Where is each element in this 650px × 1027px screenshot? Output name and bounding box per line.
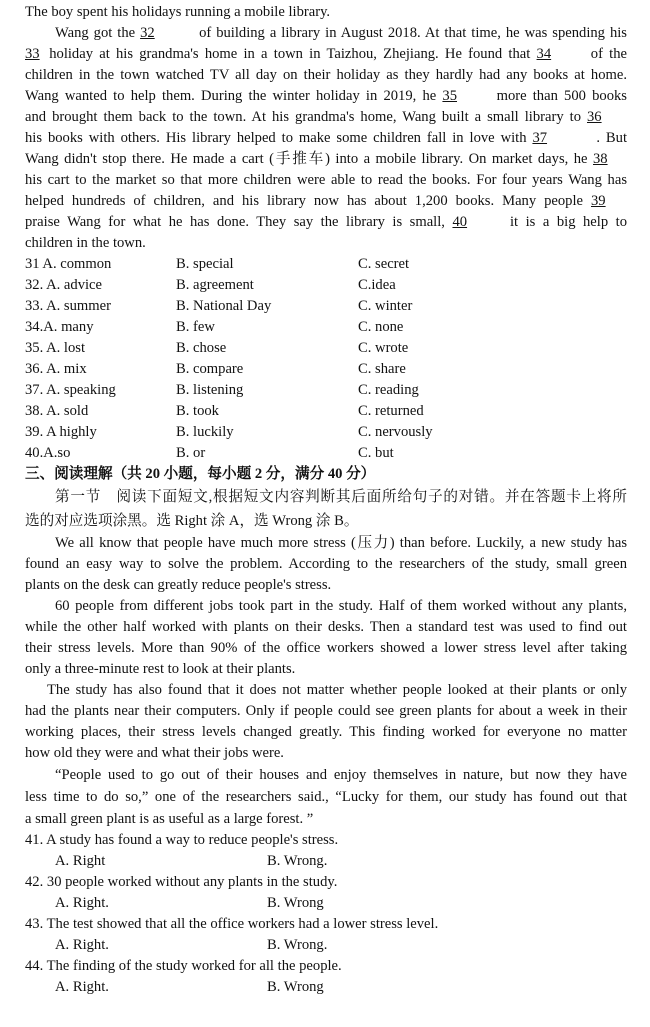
question-list xyxy=(25,830,627,998)
option-row: 38. A. sold B. took C. returned xyxy=(25,403,424,419)
cloze-line: his books with others. His library helped to make some children fall in love with 37 . But xyxy=(25,128,627,149)
blank-34: 34 xyxy=(536,46,552,62)
options-list xyxy=(25,254,627,464)
passage-line: “People used to go out of their houses and enjoy themselves in nature, but now they have xyxy=(55,767,627,783)
question-choices xyxy=(25,935,627,956)
cloze-line: and brought them back to the town. At his grandma's home, Wang built a small library to 36 xyxy=(25,107,627,128)
section-instruction: 第一节 阅读下面短文,根据短文内容判断其后面所给句子的对错。并在答题卡上将所 xyxy=(55,489,627,505)
choice-b: B. Wrong. xyxy=(267,853,328,869)
passage-line: 60 people from different jobs took part in the study. Half of them worked without any plants, xyxy=(55,598,627,614)
passage-line: their stress levels. More than 90% of the office workers showed a lower stress level after taking xyxy=(25,640,627,656)
passage-line: found an easy way to solve the problem. According to the researchers of the study, small green xyxy=(25,556,627,572)
cloze-line: his cart to the market so that more children were able to read the books. For four years Wang has xyxy=(25,172,627,188)
blank-40: 40 xyxy=(452,214,468,230)
question-choices xyxy=(25,851,627,872)
choice-b: B. Wrong xyxy=(267,895,324,911)
option-row: 32. A. advice B. agreement C.idea xyxy=(25,277,396,293)
choice-a: A. Right. xyxy=(55,937,109,953)
option-row: 33. A. summer B. National Day C. winter xyxy=(25,298,413,314)
option-row: 35. A. lost B. chose C. wrote xyxy=(25,340,409,356)
blank-38: 38 xyxy=(593,151,608,167)
blank-37: 37 xyxy=(532,130,548,146)
option-row: 39. A highly B. luckily C. nervously xyxy=(25,424,433,440)
option-row: 40.A.so B. or C. but xyxy=(25,445,394,461)
passage-line: a small green plant is as useful as a large forest. ” xyxy=(25,811,314,827)
passage-line: The study has also found that it does not matter whether people looked at their plants or only xyxy=(47,682,627,698)
choice-a: A. Right xyxy=(55,853,106,869)
question-text: 44. The finding of the study worked for all the people. xyxy=(25,958,342,974)
passage-line: less time to do so,” one of the researchers said., “Lucky for them, our study has found out that xyxy=(25,789,627,805)
section-heading: 三、阅读理解（共 20 小题，每小题 2 分，满分 40 分） xyxy=(25,466,376,482)
question-text: 43. The test showed that all the office workers had a lower stress level. xyxy=(25,916,439,932)
choice-a: A. Right. xyxy=(55,979,109,995)
cloze-line: 33 holiday at his grandma's home in a town in Taizhou, Zhejiang. He found that 34 of the xyxy=(25,44,627,65)
cloze-line: Wang got the 32 of building a library in August 2018. At that time, he was spending his xyxy=(25,23,627,44)
blank-33: 33 xyxy=(25,46,40,62)
question-text: 41. A study has found a way to reduce people's stress. xyxy=(25,832,339,848)
option-row: 34.A. many B. few C. none xyxy=(25,319,404,335)
passage-line: while the other half worked with plants on their desks. Then a standard test was used to find out xyxy=(25,619,627,635)
passage-line: working places, their stress levels changed greatly. This finding worked for everyone no matter xyxy=(25,724,627,740)
option-row: 37. A. speaking B. listening C. reading xyxy=(25,382,419,398)
question-choices xyxy=(25,977,627,998)
blank-36: 36 xyxy=(587,109,602,125)
passage-line: had the plants near their computers. Only if people could see green plants for about a week in their xyxy=(25,703,627,719)
choice-b: B. Wrong xyxy=(267,979,324,995)
blank-39: 39 xyxy=(591,193,606,209)
passage-line: We all know that people have much more stress (压力) than before. Luckily, a new study has xyxy=(55,535,627,551)
blank-35: 35 xyxy=(442,88,458,104)
passage-line: plants on the desk can greatly reduce people's stress. xyxy=(25,577,332,593)
question-choices xyxy=(25,893,627,914)
section-instruction: 选的对应选项涂黑。选 Right 涂 A，选 Wrong 涂 B。 xyxy=(25,513,359,529)
cloze-line: Wang wanted to help them. During the winter holiday in 2019, he 35 more than 500 books xyxy=(25,86,627,107)
reading-passage xyxy=(25,533,627,830)
cloze-line: children in the town. xyxy=(25,235,146,251)
cloze-line: Wang didn't stop there. He made a cart (手推车) into a mobile library. On market days, he 38 xyxy=(25,149,627,170)
cloze-intro: The boy spent his holidays running a mobile library. xyxy=(25,4,331,20)
exam-page xyxy=(25,2,627,998)
cloze-line: helped hundreds of children, and his library now has about 1,200 books. Many people 39 xyxy=(25,191,627,212)
passage-line: only a three-minute rest to look at their plants. xyxy=(25,661,296,677)
option-row: 36. A. mix B. compare C. share xyxy=(25,361,406,377)
choice-a: A. Right. xyxy=(55,895,109,911)
choice-b: B. Wrong. xyxy=(267,937,328,953)
passage-line: how old they were and what their jobs were. xyxy=(25,745,284,761)
blank-32: 32 xyxy=(140,25,155,41)
cloze-line: children in the town watched TV all day on their holiday as they hardly had any books at home. xyxy=(25,67,627,83)
question-text: 42. 30 people worked without any plants in the study. xyxy=(25,874,338,890)
option-row: 31 A. common B. special C. secret xyxy=(25,256,410,272)
cloze-line: praise Wang for what he has done. They say the library is small, 40 it is a big help to xyxy=(25,212,627,233)
